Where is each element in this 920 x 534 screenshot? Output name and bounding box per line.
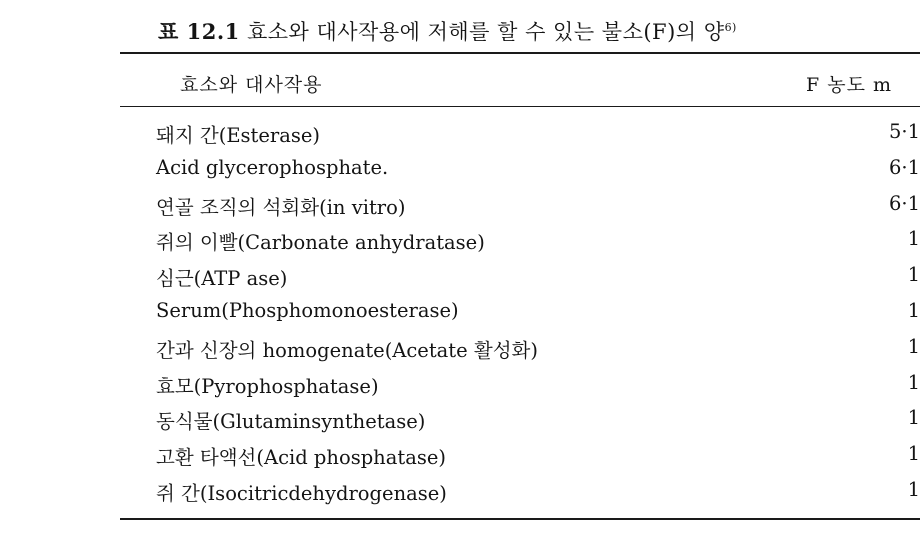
- table-row: [0, 403, 920, 439]
- f-concentration: 1: [907, 334, 920, 358]
- table-caption: [158, 16, 737, 46]
- f-concentration: 1: [907, 442, 920, 466]
- f-concentration: 6·1: [888, 191, 920, 215]
- table-row: [0, 439, 920, 475]
- f-concentration: 5·1: [888, 120, 920, 143]
- f-concentration: 1: [907, 406, 920, 430]
- enzyme-name: 쥐 간(Isocitricdehydrogenase): [156, 481, 447, 505]
- table-row: [0, 153, 920, 189]
- f-concentration: 6·1: [888, 155, 920, 179]
- f-concentration: 1: [907, 477, 920, 501]
- enzyme-name: 쥐의 이빨(Carbonate anhydratase): [156, 231, 485, 255]
- enzyme-name: Acid glycerophosphate.: [156, 155, 389, 179]
- f-concentration: 1: [907, 370, 920, 394]
- table-top-rule: [120, 52, 920, 54]
- table-row: [0, 475, 920, 511]
- table-row: [0, 117, 920, 153]
- table-row: [0, 296, 920, 332]
- table-body: [0, 117, 920, 511]
- header-enzyme: 효소와 대사작용: [180, 74, 323, 96]
- f-concentration: 1: [907, 227, 920, 251]
- table-row: [0, 224, 920, 260]
- table-title: 효소와 대사작용에 저해를 할 수 있는 불소(F)의 양: [246, 20, 725, 44]
- table-bottom-rule: [120, 518, 920, 520]
- table-row: [0, 332, 920, 368]
- table-row: [0, 368, 920, 404]
- enzyme-name: Serum(Phosphomonoesterase): [156, 298, 459, 322]
- table-row: [0, 260, 920, 296]
- reference-superscript: 6): [724, 21, 737, 34]
- table-header-rule: [120, 106, 920, 107]
- enzyme-name: 동식물(Glutaminsynthetase): [156, 410, 426, 434]
- enzyme-name: 연골 조직의 석회화(in vitro): [156, 195, 406, 219]
- enzyme-name: 효모(Pyrophosphatase): [156, 374, 379, 398]
- f-concentration: 1: [907, 263, 920, 287]
- header-concentration: F 농도 m: [806, 74, 892, 96]
- enzyme-name: 고환 타액선(Acid phosphatase): [156, 446, 446, 470]
- f-concentration: 1: [907, 298, 920, 322]
- table-row: [0, 189, 920, 225]
- table-number: 표 12.1: [158, 19, 240, 44]
- enzyme-name: 간과 신장의 homogenate(Acetate 활성화): [156, 338, 539, 362]
- enzyme-name: 심근(ATP ase): [156, 267, 288, 291]
- enzyme-name: 돼지 간(Esterase): [156, 124, 321, 147]
